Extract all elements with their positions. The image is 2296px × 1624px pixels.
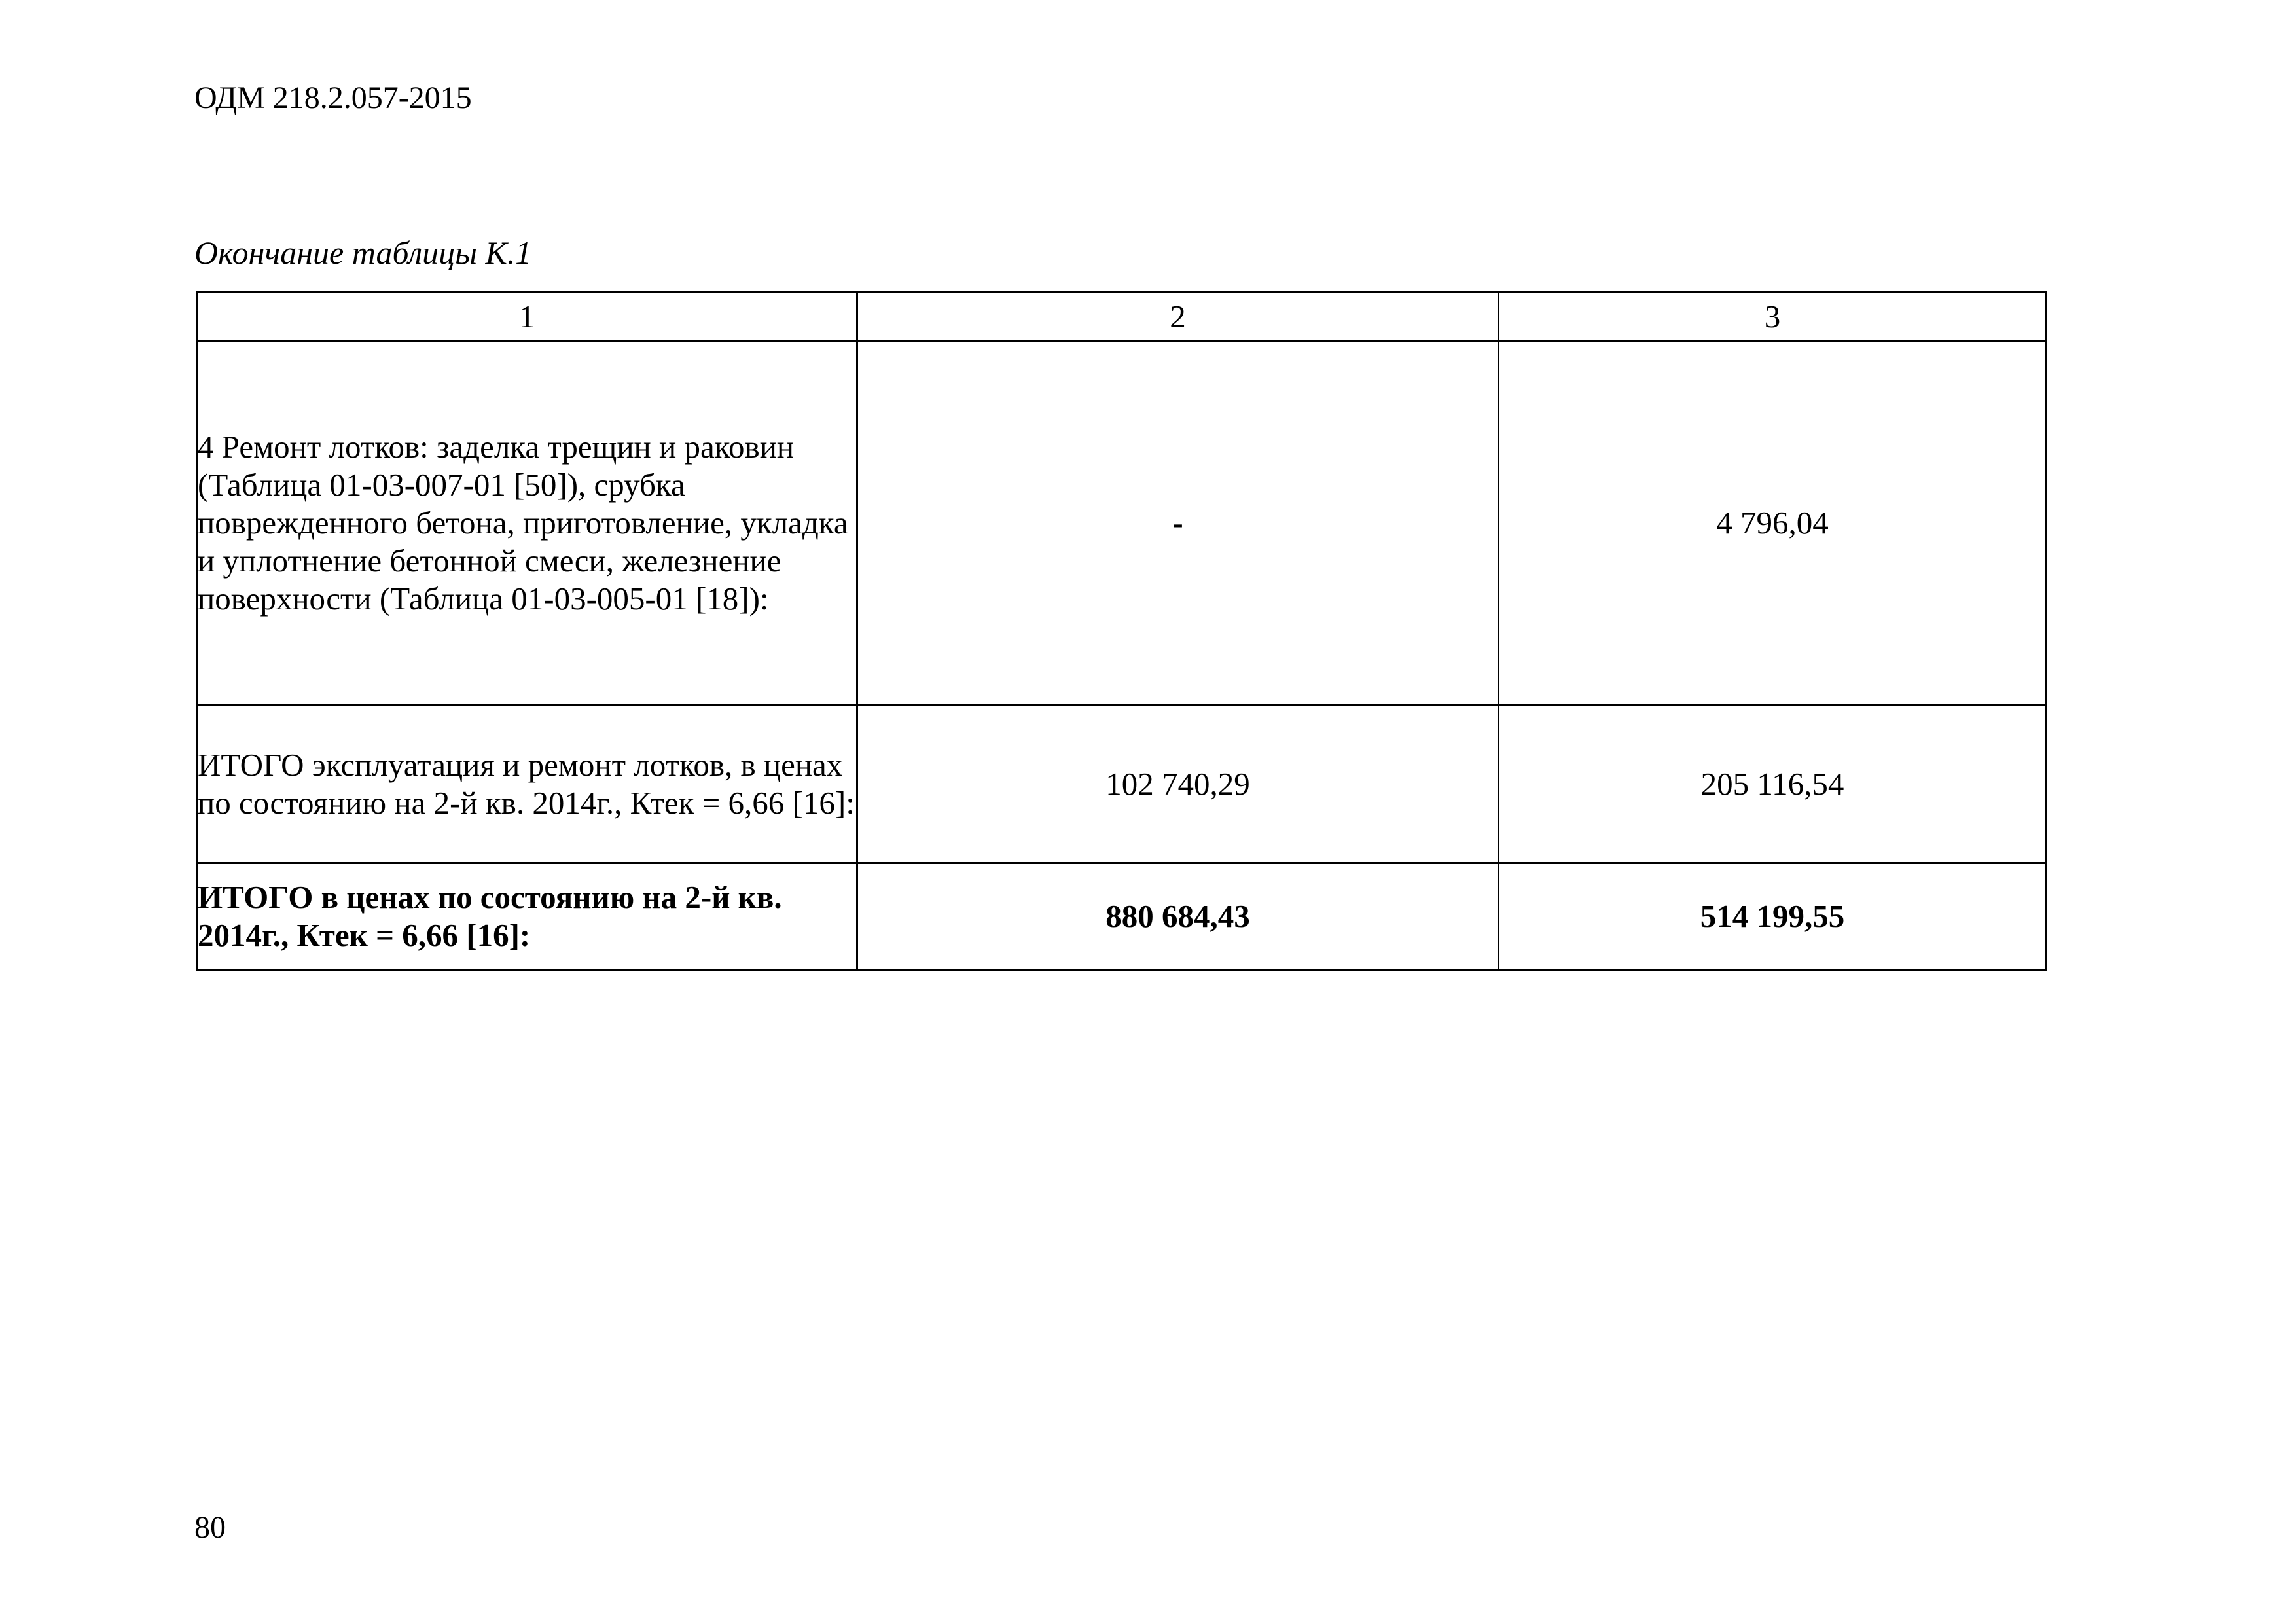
column-number-3: 3 xyxy=(1499,292,2047,342)
row-value-col3: 514 199,55 xyxy=(1499,863,2047,970)
table-row-grand-total xyxy=(197,863,2047,970)
document-code: ОДМ 218.2.057-2015 xyxy=(194,81,472,115)
table-row-tray-repair xyxy=(197,342,2047,705)
row-description: ИТОГО в ценах по состоянию на 2-й кв. 2014г., Ктек = 6,66 [16]: xyxy=(197,863,857,970)
row-description: 4 Ремонт лотков: заделка трещин и раковин (Таблица 01-03-007-01 [50]), срубка поврежденного бетона, приготовление, укладка и уплотнение бетонной смеси, железнение поверхности (Таблица 01-03-005-01 [18]): xyxy=(197,342,857,705)
row-description: ИТОГО эксплуатация и ремонт лотков, в ценах по состоянию на 2-й кв. 2014г., Ктек = 6,66 [16]: xyxy=(197,705,857,863)
column-number-2: 2 xyxy=(857,292,1499,342)
table-caption: Окончание таблицы К.1 xyxy=(194,234,532,271)
row-value-col2: 880 684,43 xyxy=(857,863,1499,970)
table-row-subtotal xyxy=(197,705,2047,863)
cost-table xyxy=(196,291,2047,971)
row-value-col2: 102 740,29 xyxy=(857,705,1499,863)
column-number-row xyxy=(197,292,2047,342)
page-number: 80 xyxy=(194,1510,226,1545)
column-number-1: 1 xyxy=(197,292,857,342)
row-value-col2: - xyxy=(857,342,1499,705)
row-value-col3: 4 796,04 xyxy=(1499,342,2047,705)
row-value-col3: 205 116,54 xyxy=(1499,705,2047,863)
